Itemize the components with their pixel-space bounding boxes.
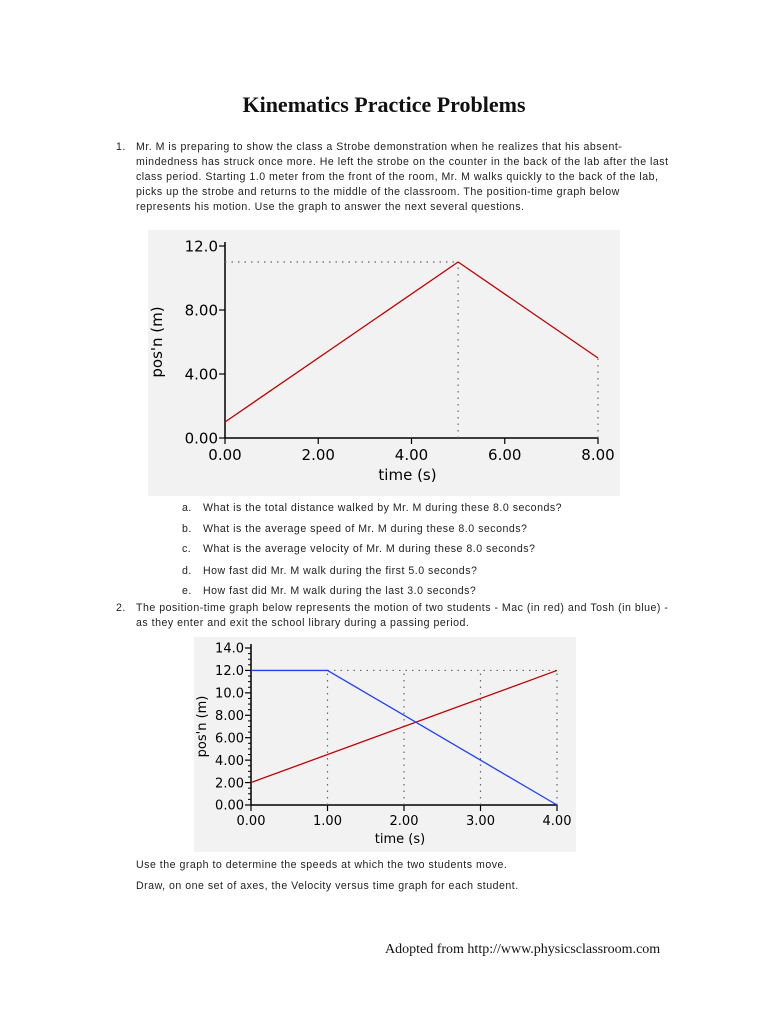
subquestion-label: a. [182, 502, 192, 514]
x-tick-label: 1.00 [313, 814, 342, 829]
position-time-graph-2 [194, 637, 576, 852]
subquestion-text: What is the average velocity of Mr. M during these 8.0 seconds? [203, 543, 536, 555]
subquestion-text: What is the average speed of Mr. M during these 8.0 seconds? [203, 523, 528, 535]
subquestion-d [182, 565, 477, 577]
subquestion-e [182, 585, 476, 597]
y-tick-label: 6.00 [215, 731, 244, 747]
instruction-velocity-graph: Draw, on one set of axes, the Velocity versus time graph for each student. [136, 880, 519, 892]
x-axis-label: time (s) [374, 832, 426, 847]
subquestion-a [182, 502, 562, 514]
x-tick-label: 0.00 [236, 814, 266, 829]
y-tick-label: 4.00 [215, 753, 244, 769]
y-tick-label: 2.00 [215, 776, 244, 792]
y-tick-label: 10.0 [215, 686, 244, 702]
question-2-text: The position-time graph below represents the motion of two students - Mac (in red) and Tosh (in blue) - as they enter and exit the school library during a passing period. [136, 602, 669, 629]
subquestion-text: How fast did Mr. M walk during the last 3.0 seconds? [203, 585, 477, 597]
subquestion-label: e. [182, 585, 192, 597]
question-2-number: 2. [116, 602, 126, 614]
x-tick-label: 0.00 [208, 446, 242, 464]
page-title: Kinematics Practice Problems [242, 92, 526, 117]
x-tick-label: 3.00 [466, 814, 495, 829]
question-1-number: 1. [116, 141, 126, 153]
y-tick-label: 0.00 [184, 429, 218, 448]
y-tick-label: 8.00 [215, 708, 244, 724]
x-tick-label: 2.00 [389, 814, 419, 829]
y-axis-label: pos'n (m) [195, 695, 210, 758]
question-1 [116, 140, 676, 215]
subquestion-text: How fast did Mr. M walk during the first 5.0 seconds? [203, 565, 478, 577]
subquestion-label: c. [182, 543, 192, 555]
subquestion-label: d. [182, 565, 192, 577]
x-tick-label: 6.00 [488, 446, 522, 464]
y-tick-label: 0.00 [215, 798, 244, 814]
subquestion-label: b. [182, 523, 192, 535]
y-tick-label: 12.0 [184, 237, 218, 256]
y-axis-label: pos'n (m) [148, 306, 166, 378]
subquestion-b [182, 523, 527, 535]
x-tick-label: 8.00 [581, 446, 615, 464]
graph-1-panel [148, 230, 620, 496]
graph-2-panel [194, 637, 576, 852]
x-axis-label: time (s) [378, 466, 437, 484]
x-tick-label: 4.00 [394, 446, 429, 464]
subquestion-c [182, 543, 535, 555]
y-tick-label: 12.0 [215, 664, 244, 680]
subquestion-text: What is the total distance walked by Mr. M during these 8.0 seconds? [203, 502, 563, 514]
source-footer: Adopted from http://www.physicsclassroom.com [385, 942, 661, 957]
y-tick-label: 14.0 [215, 641, 244, 657]
y-tick-label: 8.00 [184, 301, 218, 320]
series-line-0 [225, 262, 598, 422]
question-1-text: Mr. M is preparing to show the class a Strobe demonstration when he realizes that his absent-mindedness has struck once more. He left the strobe on the counter in the back of the lab after the last class period. Starting 1.0 meter from the front of the room, Mr. M walks quickly to the back of the lab, picks up the strobe and returns to the middle of the classroom. The position-time graph below represents his motion. Use the graph to answer the next several questions. [136, 141, 669, 213]
x-tick-label: 4.00 [542, 814, 572, 829]
question-2 [116, 601, 676, 631]
position-time-graph-1 [148, 230, 620, 496]
x-tick-label: 2.00 [301, 446, 335, 464]
instruction-speeds: Use the graph to determine the speeds at which the two students move. [136, 859, 508, 871]
y-tick-label: 4.00 [184, 365, 218, 384]
